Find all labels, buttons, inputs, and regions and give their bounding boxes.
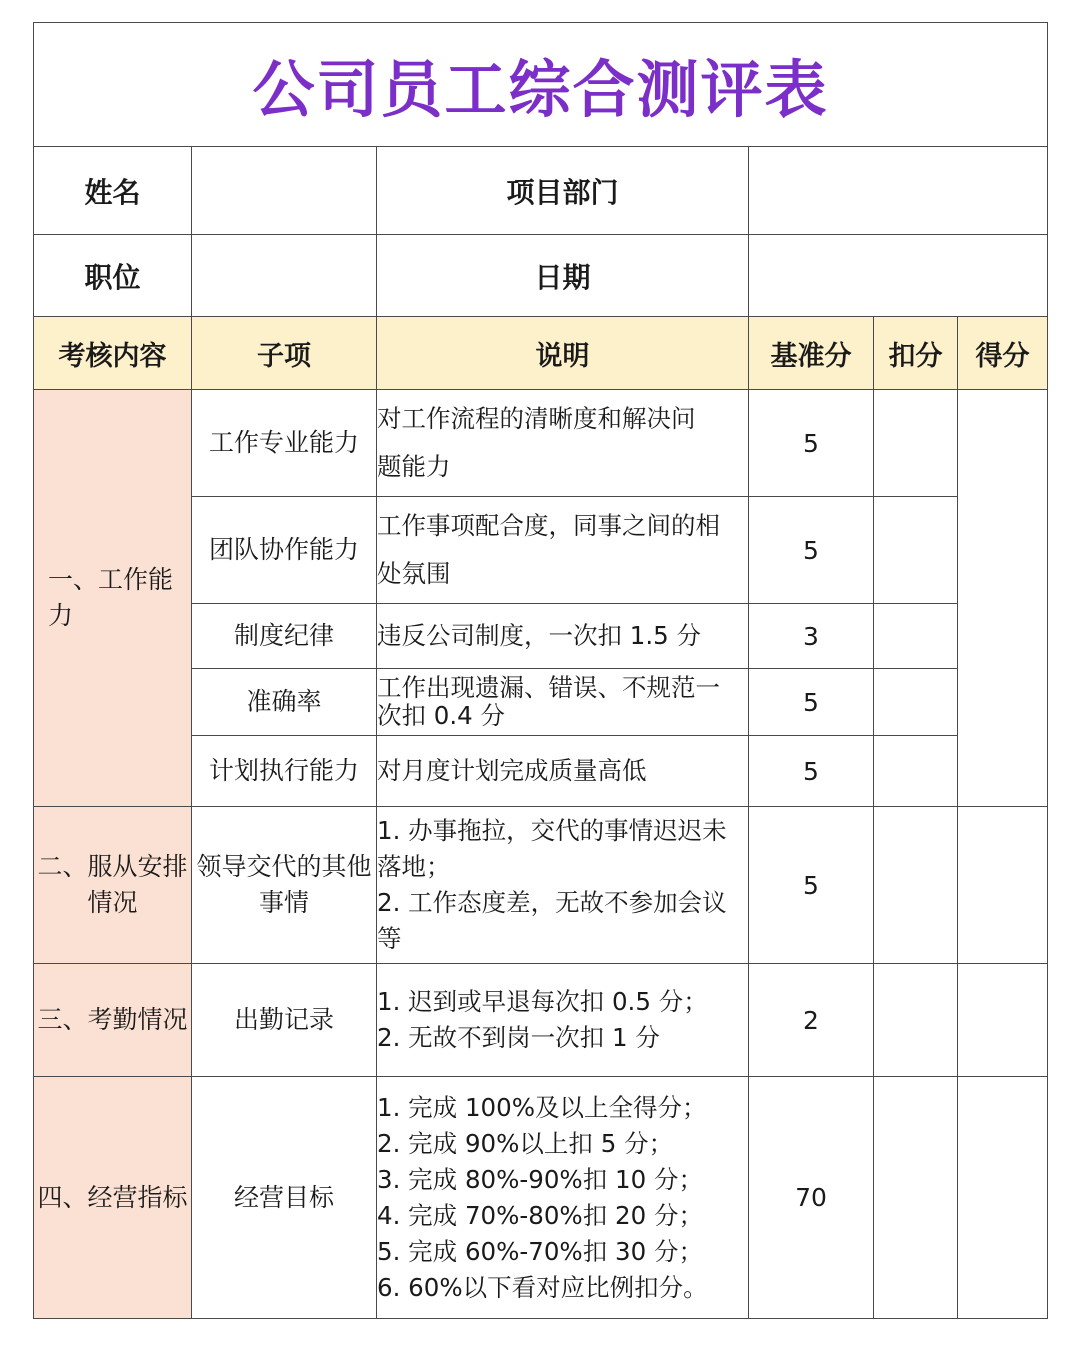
desc-line: 1. 办事拖拉，交代的事情迟迟未: [377, 816, 727, 845]
desc-line: 6. 60%以下看对应比例扣分。: [377, 1272, 708, 1302]
desc-line: 1. 完成 100%及以上全得分；: [377, 1092, 707, 1122]
desc-leader-tasks: [377, 807, 749, 964]
base-score-professional: 5: [749, 390, 874, 497]
deduction-field[interactable]: [874, 964, 958, 1077]
desc-line: 等: [377, 924, 402, 953]
subitem-attendance-record: 出勤记录: [192, 964, 377, 1077]
desc-accuracy: [377, 669, 749, 736]
subitem-plan-execution: 计划执行能力: [192, 736, 377, 807]
deduction-field[interactable]: [874, 604, 958, 669]
desc-line: 次扣 0.4 分: [377, 701, 506, 730]
deduction-field[interactable]: [874, 669, 958, 736]
name-field[interactable]: [192, 147, 377, 235]
header-base-score: 基准分: [749, 317, 874, 390]
base-score-teamwork: 5: [749, 497, 874, 604]
deduction-field[interactable]: [874, 390, 958, 497]
desc-line: 工作事项配合度，同事之间的相: [377, 511, 720, 540]
base-score-attendance: 2: [749, 964, 874, 1077]
position-field[interactable]: [192, 235, 377, 317]
base-score-business-target: 70: [749, 1077, 874, 1319]
desc-professional: [377, 390, 749, 497]
desc-line: 3. 完成 80%-90%扣 10 分；: [377, 1164, 703, 1194]
desc-line: 1. 迟到或早退每次扣 0.5 分；: [377, 987, 708, 1016]
subitem-professional: 工作专业能力: [192, 390, 377, 497]
position-label: 职位: [34, 235, 192, 317]
header-content: 考核内容: [34, 317, 192, 390]
desc-line: 5. 完成 60%-70%扣 30 分；: [377, 1236, 703, 1266]
desc-line: 题能力: [377, 452, 451, 481]
deduction-field[interactable]: [874, 736, 958, 807]
score-field-business[interactable]: [958, 1077, 1048, 1319]
subitem-leader-tasks: 领导交代的其他事情: [192, 807, 377, 964]
category-work-ability: 一、工作能力: [34, 390, 192, 807]
title-cell: [34, 23, 1048, 147]
desc-line: 违反公司制度，一次扣 1.5 分: [377, 621, 702, 650]
header-deduction: 扣分: [874, 317, 958, 390]
desc-teamwork: [377, 497, 749, 604]
category-business-indicators: 四、经营指标: [34, 1077, 192, 1319]
dept-field[interactable]: [749, 147, 1048, 235]
desc-line: 2. 无故不到岗一次扣 1 分: [377, 1023, 660, 1052]
deduction-field[interactable]: [874, 807, 958, 964]
dept-label: 项目部门: [377, 147, 749, 235]
evaluation-form: [33, 22, 1047, 1318]
date-field[interactable]: [749, 235, 1048, 317]
desc-attendance-record: [377, 964, 749, 1077]
base-score-discipline: 3: [749, 604, 874, 669]
desc-line: 2. 工作态度差，无故不参加会议: [377, 888, 727, 917]
subitem-teamwork: 团队协作能力: [192, 497, 377, 604]
evaluation-table: [33, 22, 1048, 1319]
category-attendance: 三、考勤情况: [34, 964, 192, 1077]
header-score: 得分: [958, 317, 1048, 390]
score-field-obedience[interactable]: [958, 807, 1048, 964]
page-title: 公司员工综合测评表: [252, 53, 829, 126]
desc-discipline: [377, 604, 749, 669]
name-label: 姓名: [34, 147, 192, 235]
desc-line: 落地；: [377, 852, 451, 881]
base-score-plan-execution: 5: [749, 736, 874, 807]
desc-plan-execution: [377, 736, 749, 807]
header-description: 说明: [377, 317, 749, 390]
subitem-discipline: 制度纪律: [192, 604, 377, 669]
category-obedience: 二、服从安排情况: [34, 807, 192, 964]
base-score-accuracy: 5: [749, 669, 874, 736]
desc-line: 对月度计划完成质量高低: [377, 756, 647, 785]
desc-line: 4. 完成 70%-80%扣 20 分；: [377, 1200, 703, 1230]
header-subitem: 子项: [192, 317, 377, 390]
base-score-leader-tasks: 5: [749, 807, 874, 964]
desc-line: 工作出现遗漏、错误、不规范一: [377, 673, 720, 702]
date-label: 日期: [377, 235, 749, 317]
score-field-attendance[interactable]: [958, 964, 1048, 1077]
deduction-field[interactable]: [874, 497, 958, 604]
desc-line: 对工作流程的清晰度和解决问: [377, 404, 696, 433]
desc-line: 处氛围: [377, 559, 451, 588]
subitem-accuracy: 准确率: [192, 669, 377, 736]
desc-line: 2. 完成 90%以上扣 5 分；: [377, 1128, 674, 1158]
score-field-work-ability[interactable]: [958, 390, 1048, 807]
subitem-business-target: 经营目标: [192, 1077, 377, 1319]
desc-business-target: [377, 1077, 749, 1319]
deduction-field[interactable]: [874, 1077, 958, 1319]
